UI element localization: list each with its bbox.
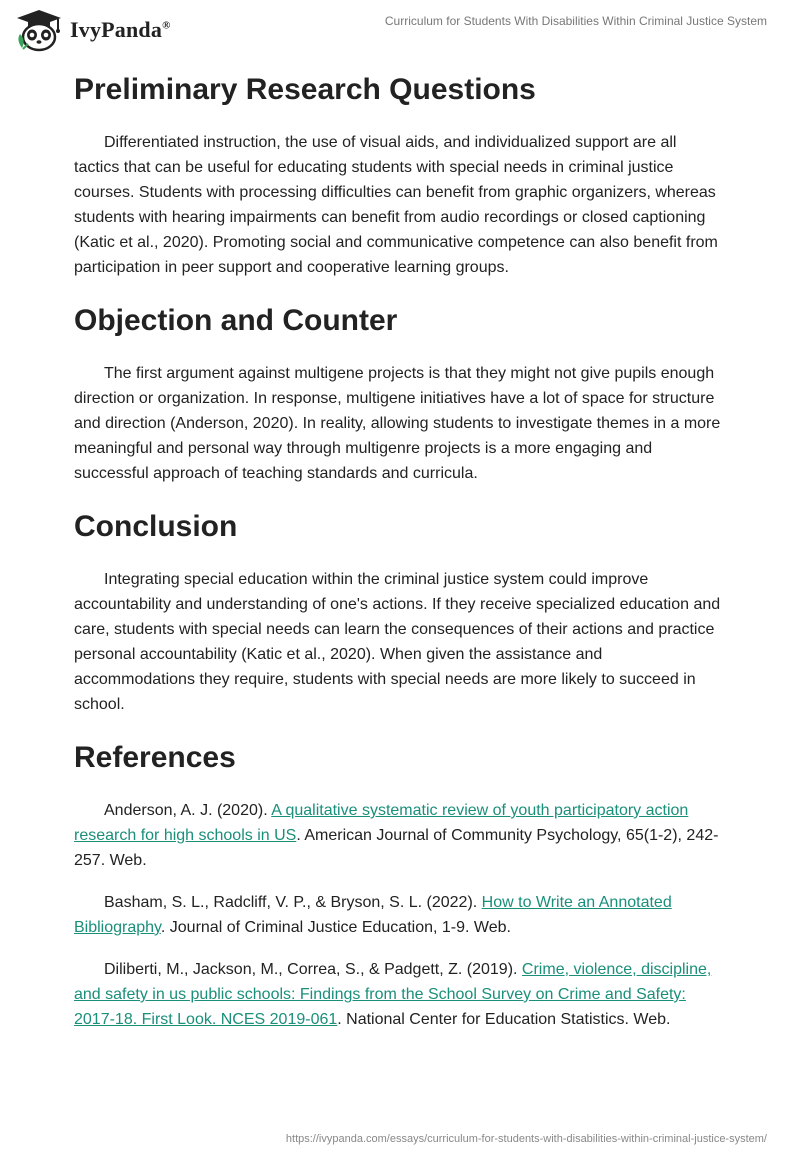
section-paragraph: Differentiated instruction, the use of visual aids, and individualized support are all tactics that can be useful for educating students with special needs in criminal justice courses. Students with processing difficulties can benefit from graphic organizers, whereas students with hearing impairments can benefit from audio recordings or closed captioning (Katic et al., 2020). Promoting social and communicative competence can also benefit from participation in peer support and cooperative learning groups. [74,134,718,276]
section-conclusion [74,507,724,717]
reference-link[interactable]: Crime, violence, discipline, and safety in us public schools: Findings from the School Survey on Crime and Safety: 2017-18. First Look. NCES 2019-061 [74,961,712,1028]
brand-name: IvyPanda® [70,17,171,42]
section-paragraph: Integrating special education within the criminal justice system could improve accountability and understanding of one's actions. If they receive specialized education and care, students with special needs can learn the consequences of their actions and practice personal accountability (Katic et al., 2020). When given the assistance and accommodations they require, students with special needs are more likely to succeed in school. [74,571,721,713]
section-heading: Conclusion [74,510,238,543]
reference-authors: Diliberti, M., Jackson, M., Correa, S., & Padgett, Z. (2019). [104,961,522,978]
section-heading: Preliminary Research Questions [74,73,536,106]
reference-authors: Basham, S. L., Radcliff, V. P., & Bryson, S. L. (2022). [104,894,482,911]
ivypanda-logo[interactable] [14,8,171,52]
reference-link[interactable]: How to Write an Annotated Bibliography [74,894,672,936]
essay-content [74,70,724,1032]
reference-source: . Journal of Criminal Justice Education, 1-9. Web. [160,919,511,936]
source-url[interactable]: https://ivypanda.com/essays/curriculum-for-students-with-disabilities-within-criminal-justice-system/ [285,1133,767,1145]
section-paragraph: The first argument against multigene projects is that they might not give pupils enough direction or organization. In response, multigene initiatives have a lot of space for structure and direction (Anderson, 2020). In reality, allowing students to investigate themes in a more meaningful and personal way through multigenre projects is a more engaging and successful approach of teaching standards and curricula. [74,365,721,482]
reference-item [74,890,724,940]
section-objection-counter [74,301,724,486]
section-preliminary-research [74,70,724,280]
section-heading: Objection and Counter [74,304,398,337]
reference-link[interactable]: A qualitative systematic review of youth participatory action research for high schools in US [74,802,689,844]
references-heading: References [74,741,236,774]
reference-item [74,957,724,1032]
reference-source: . National Center for Education Statistics. Web. [337,1011,671,1028]
reference-source: . American Journal of Community Psychology, 65(1-2), 242-257. Web. [74,827,719,869]
panda-graduate-icon [14,8,64,52]
reference-item [74,798,724,873]
document-title: Curriculum for Students With Disabilities Within Criminal Justice System [384,14,767,28]
reference-authors: Anderson, A. J. (2020). [104,802,272,819]
section-references [74,738,724,1032]
page-header [0,0,800,60]
